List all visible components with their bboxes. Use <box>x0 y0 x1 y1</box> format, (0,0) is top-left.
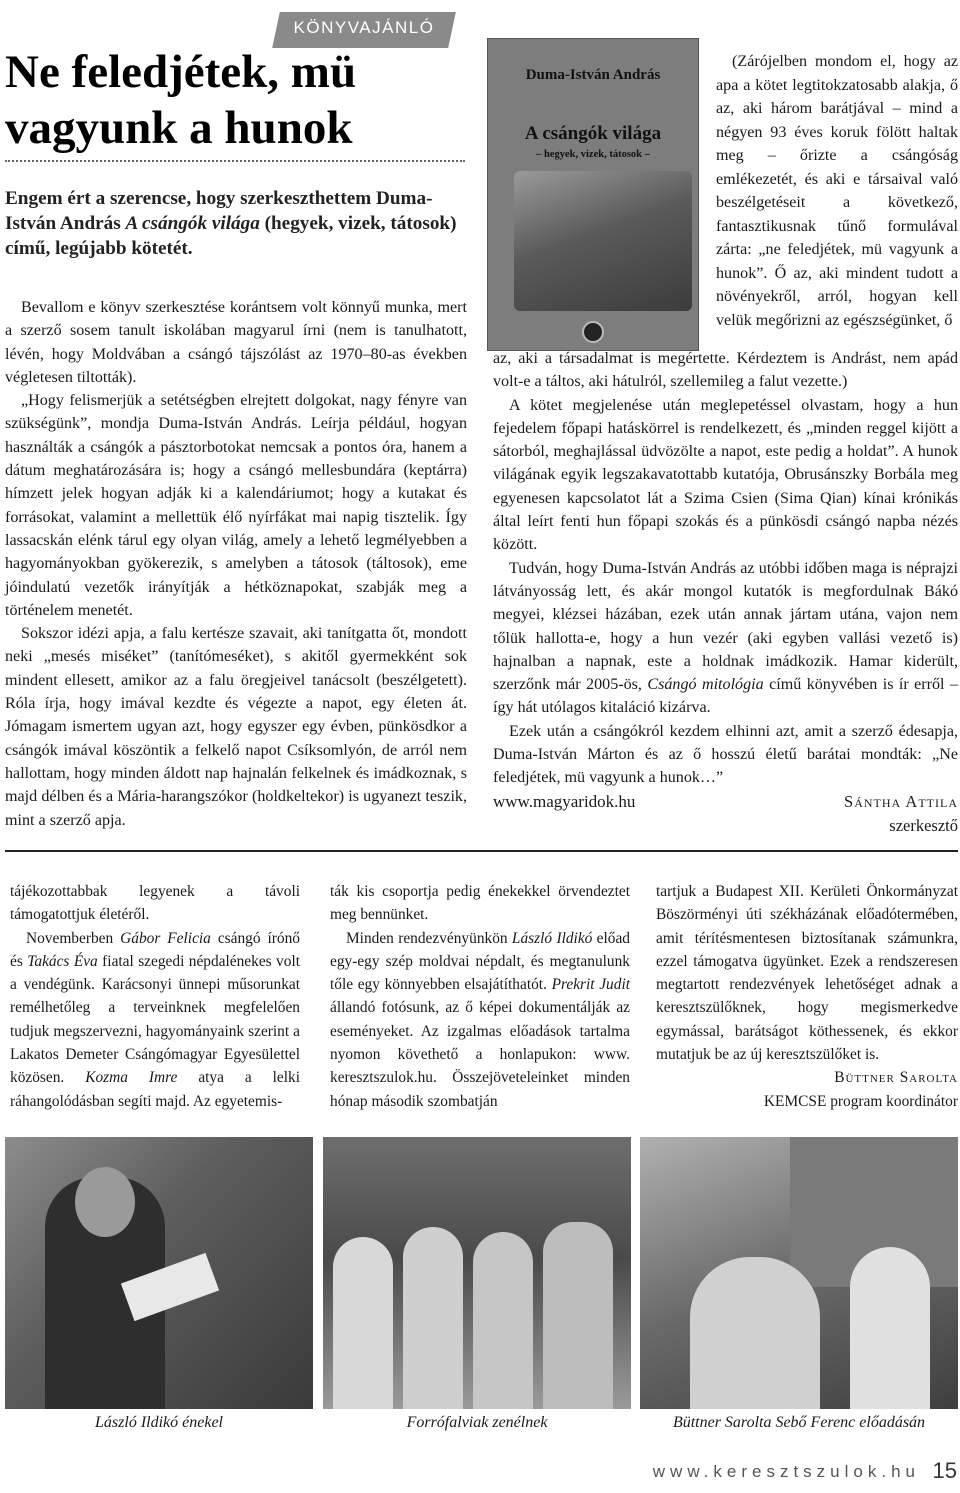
paragraph: ták kis csoportja pedig énekekkel örvendeztet meg bennünket. <box>330 883 630 924</box>
photo-caption: László Ildikó énekel <box>95 1414 223 1431</box>
article-column-1 <box>5 296 467 832</box>
paragraph: Tudván, hogy Duma-István András az utóbbi időben maga is néprajzi látványosság lett, és akár mongol kutatók is megfordulnak Bákó megyei, klézsei házában, ezek után annak jártam utána, vajon nem tőlük hallotta-e, hogy a hun vezér (aki egyben vallási vezető is) hajnalban a napnak, este a holdnak imádkozik. Hamar kiderült, szerzőnk már 2005-ös, Csángó mitológia című könyvében is ír erről – így hát utólagos kitaláció kizárva. <box>493 559 958 717</box>
section-tag: KÖNYVAJÁNLÓ <box>293 18 435 37</box>
photo-musicians <box>323 1137 631 1409</box>
author-role: szerkesztő <box>889 816 958 835</box>
footer-website: www.keresztszulok.hu <box>652 1462 920 1481</box>
paragraph: az, aki a társadalmat is megértette. Kérdeztem is Andrást, nem apád volt-e a táltos, aki hátulról, szellemileg a falut vezette.) <box>493 350 958 391</box>
book-cover-image <box>487 38 699 351</box>
paragraph: (Zárójelben mondom el, hogy az apa a kötet legtitokzatosabb alakja, ő az, aki három barátjával – mind a négyen 93 éves koruk fölött haltak meg – őrizte a csángóság emlékezetét, és aki e társaival való beszélgetéseit a következő, fantasztikusnak tűnő formulával zárta: „ne feledjétek, mü vagyunk a hunok”. Ő az, aki mindent tudott a növényekről, arról, hogyan kell velük megőrizni az egészségünket, ő <box>716 53 958 329</box>
paragraph: A kötet megjelenése után meglepetéssel olvastam, hogy a hun fejedelem főpapi hatáskörrel is rendelkezett, és „minden reggel kijött a sátorból, meghajlással üdvözölte a napot, este pedig a holdat”. A hunok világának egyik legszakavatottabb kutatója, Obrusánszky Borbála meg egyenesen kapcsolatot lát a Szima Csien (Sima Qian) kínai krónikás által leírt fenti hun főpapi szokás és a pünkösdi csángó napba nézés között. <box>493 396 958 554</box>
article-title: Ne feledjétek, mü vagyunk a hunok <box>5 46 357 154</box>
lead-book-title: A csángók világa <box>125 213 260 234</box>
page-number: 15 <box>932 1458 957 1483</box>
mentioned-book-title: Csángó mitológia <box>647 676 764 694</box>
article-column-2 <box>493 347 958 790</box>
paragraph: tartjuk a Budapest XII. Kerületi Önkormányzat Böszörményi úti székházának előadótermében, amit térítésmentesen biztosítanak számunkra, ezzel támogatva ügyünket. Ezek a rendszeresen megtartott rendezvények lehetőséget adnak a keresztszülőknek, hogy megismerkedve egymással, barátságot köthessenek, és ekkor mutatjuk be az új keresztszülőket is. <box>656 883 958 1064</box>
book-cover-author: Duma-István András <box>525 67 661 83</box>
source-url: www.magyaridok.hu <box>493 792 636 811</box>
paragraph: „Hogy felismerjük a setétségben elrejtett dolgokat, nagy fényre van szükségünk”, mondja Duma-István András. Leírja például, hogyan használták a csángók a pásztorbotokat nemcsak a pontos óra, hanem a dátum meghatározására is; hogy a csángó mellesbundára (keptárra) hímzett jelek hogyan adják ki a kalendáriumot; hogy a kutakat és forrásokat, valamint a mellettük élő nyírfákat mai napig tisztelik. Így lassacskán elénk tárul egy olyan világ, amely a lehető legmélyebben a hagyományokban gyökerezik, s amelyben a tátosok (táltosok), eme jóindulatú vezetők irányítják a hétköznapokat, szabják meg a történelem menetét. <box>5 392 467 619</box>
paragraph: Ezek után a csángókról kezdem elhinni azt, amit a szerző édesapja, Duma-István Márton és az ő hosszú életű barátai mondták: „Ne feledjétek, mü vagyunk a hunok…” <box>493 722 958 787</box>
title-divider <box>5 160 465 162</box>
article-column-2-top <box>716 50 958 332</box>
photo-singer <box>5 1137 313 1409</box>
second-column-3 <box>656 880 958 1113</box>
paragraph: Minden rendezvényünkön László Ildikó előad egy-egy szép moldvai népdalt, és megtanulunk tőle egy könnyebben elsajátíthatót. Prekrit Judit állandó fotósunk, az ő képei dokumentálják az eseményeket. Az izgalmas előadások tartalma nyomon követhető a honlapukon: www. keresztszulok.hu. Összejöveteleinket minden hónap második szombatján <box>330 929 630 1110</box>
second-signature-role: KEMCSE program koordinátor <box>763 1092 958 1110</box>
book-cover-title: A csángók világa <box>524 123 662 144</box>
author-name: Sántha Attila <box>844 792 958 811</box>
paragraph: Novemberben Gábor Felicia csángó írónő és Takács Éva fiatal szegedi népdalénekes volt a vendégünk. Karácsonyi ünnepi műsorunkat remélhetőleg a terveinknek megfelelően tudjuk megszervezni, hagyományaink szerint a Lakatos Demeter Csángómagyar Egyesülettel közösen. Kozma Imre atya a lelki ráhangolódásban segíti majd. Az egyetemis- <box>10 929 301 1110</box>
second-column-1 <box>10 880 300 1113</box>
paragraph: tájékozottabbak legyenek a távoli támogatottjuk életéről. <box>10 883 300 924</box>
book-cover-subtitle: – hegyek, vizek, tátosok – <box>536 149 650 160</box>
paragraph: Sokszor idézi apja, a falu kertésze szavait, aki tanítgatta őt, mondott neki „mesés miséket” (tanítómeséket), s akitől gyermekként sok mindent ellesett, amikor az a falu öregjeivel tanácsolt (beszélgetett). Róla írja, hogy imával kezdte és végezte a napot, egy életen át. Jómagam ismertem ugyan azt, hogy egyszer egy évben, pünkösdkor a csángók imával köszöntik a felkelő napot Csíksomlyón, de arról nem hallottam, hogy minden áldott nap hajnalán felkelnek és imádkoznak, s majd délben és a Mária-harangszókor (holdkeltekor) is ugyanezt teszik, mint a szerző apja. <box>5 625 467 829</box>
book-cover-photo <box>514 171 692 311</box>
paragraph: Bevallom e könyv szerkesztése korántsem volt könnyű munka, mert a szerző sosem tanult iskolában magyarul írni (nem is tanulhatott, lévén, hogy Moldvában a csángó tájszólást az 1970–80-as években végletesen tiltották). <box>5 299 467 386</box>
photo-caption: Büttner Sarolta Sebő Ferenc előadásán <box>672 1414 926 1431</box>
article-lead: Engem ért a szerencse, hogy szerkeszthettem Duma-István András A csángók világa (hegyek, vizek, tátosok) című, legújabb kötetét. <box>5 188 457 259</box>
second-column-2 <box>330 880 630 1113</box>
publisher-logo-icon <box>582 321 604 343</box>
photo-caption: Forrófalviak zenélnek <box>406 1414 548 1431</box>
section-divider <box>5 850 958 852</box>
second-signature-name: Büttner Sarolta <box>834 1069 958 1087</box>
photo-lecture <box>640 1137 958 1409</box>
